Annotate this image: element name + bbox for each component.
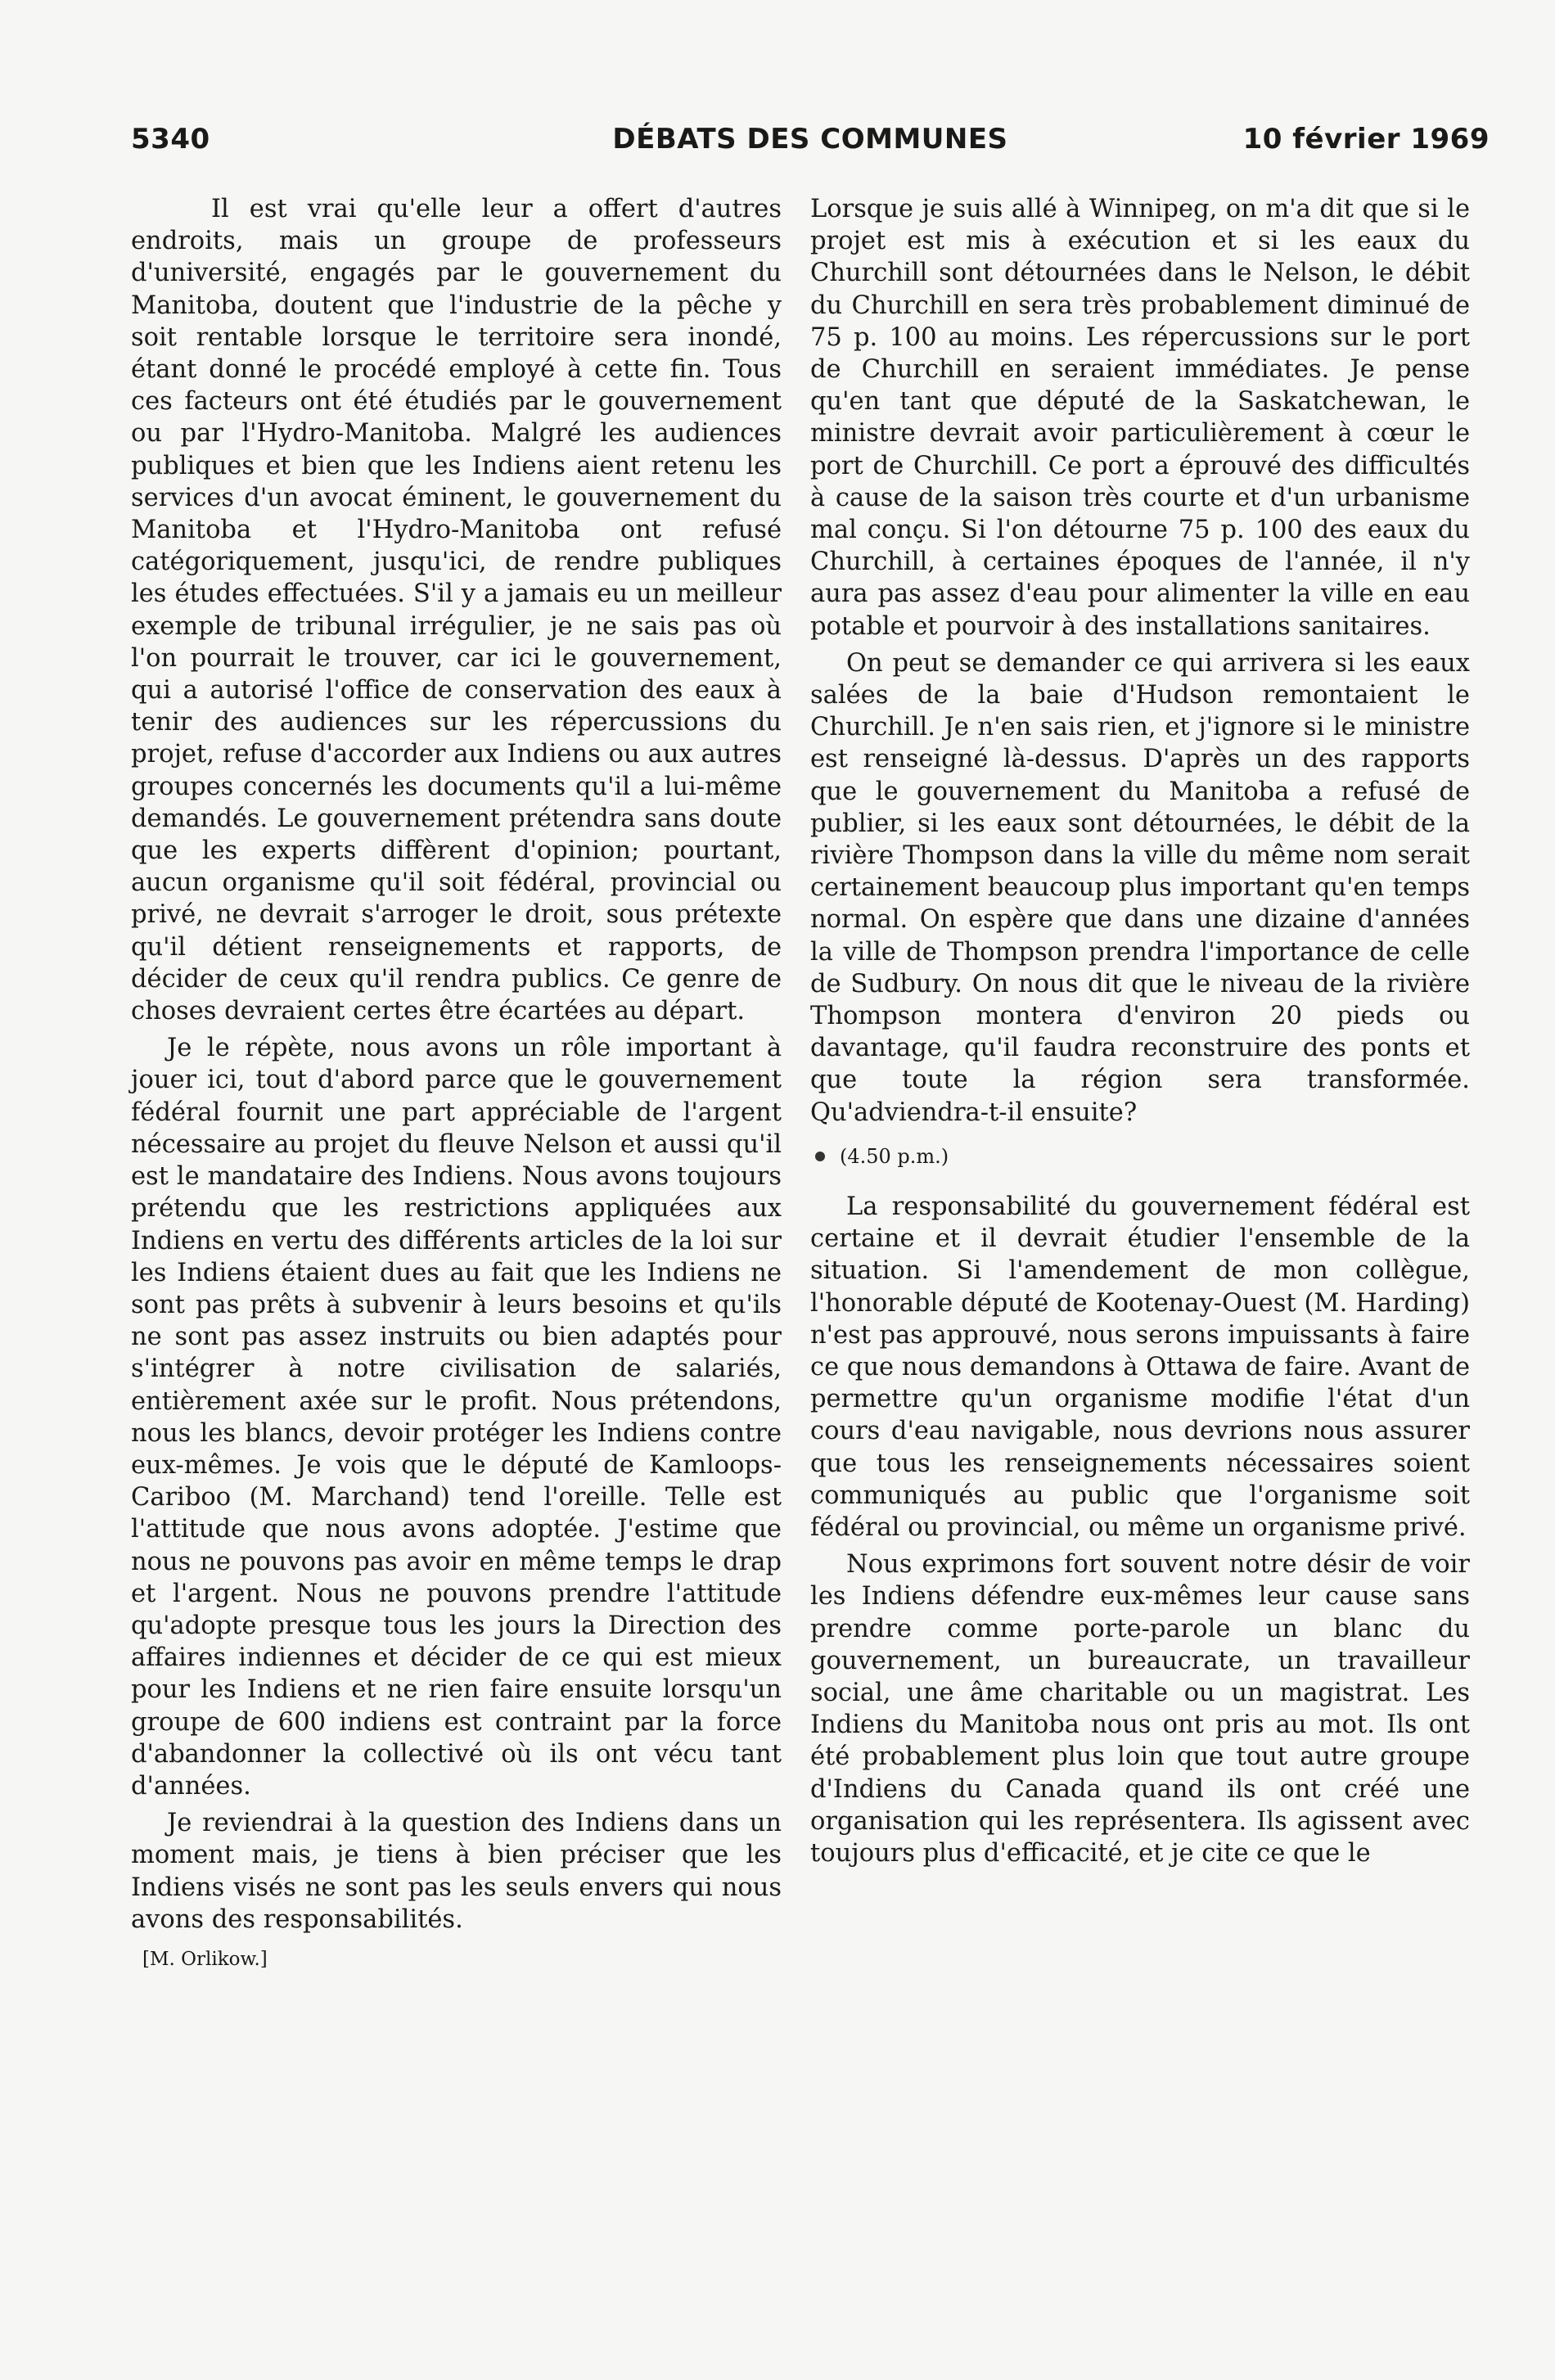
bullet-icon — [815, 1152, 825, 1161]
paragraph: On peut se demander ce qui arrivera si les eaux salées de la baie d'Hudson remontaient le Churchill. Je n'en sais rien, et j'ignore si le ministre est renseigné là-dessus. D'après un des rapports que le gouvernement du Manitoba a refusé de publier, si les eaux sont détournées, le débit de la rivière Thompson dans la ville du même nom serait certainement beaucoup plus important qu'en temps normal. On espère que dans une dizaine d'années la ville de Thompson prendra l'importance de celle de Sudbury. On nous dit que le niveau de la rivière Thompson montera d'environ 20 pieds ou davantage, qu'il faudra reconstruire des ponts et que toute la région sera transformée. Qu'adviendra-t-il ensuite? — [810, 648, 1470, 1127]
page-date: 10 février 1969 — [1242, 123, 1490, 156]
time-marker-text: (4.50 p.m.) — [840, 1144, 949, 1168]
left-column — [131, 193, 782, 1972]
right-column — [810, 193, 1470, 1874]
page-number: 5340 — [131, 123, 210, 156]
time-marker — [810, 1143, 1470, 1170]
speaker-attribution: [M. Orlikow.] — [142, 1948, 268, 1970]
page-header — [131, 123, 1490, 172]
publication-title: DÉBATS DES COMMUNES — [612, 123, 1008, 156]
paragraph: Il est vrai qu'elle leur a offert d'autres endroits, mais un groupe de professeurs d'université, engagés par le gouvernement du Manitoba, doutent que l'industrie de la pêche y soit rentable lorsque le territoire sera inondé, étant donné le procédé employé à cette fin. Tous ces facteurs ont été étudiés par le gouvernement ou par l'Hydro-Manitoba. Malgré les audiences publiques et bien que les Indiens aient retenu les services d'un avocat éminent, le gouvernement du Manitoba et l'Hydro-Manitoba ont refusé catégoriquement, jusqu'ici, de rendre publiques les études effectuées. S'il y a jamais eu un meilleur exemple de tribunal irrégulier, je ne sais pas où l'on pourrait le trouver, car ici le gouvernement, qui a autorisé l'office de conservation des eaux à tenir des audiences sur les répercussions du projet, refuse d'accorder aux Indiens ou aux autres groupes concernés les documents qu'il a lui-même demandés. Le gouvernement prétendra sans doute que les experts diffèrent d'opinion; pourtant, aucun organisme qu'il soit fédéral, provincial ou privé, ne devrait s'arroger le droit, sous prétexte qu'il détient renseignements et rapports, de décider de ceux qu'il rendra publics. Ce genre de choses devraient certes être écartées au départ. — [131, 195, 782, 1026]
paragraph: Lorsque je suis allé à Winnipeg, on m'a dit que si le projet est mis à exécution et si les eaux du Churchill sont détournées dans le Nelson, le débit du Churchill en sera très probablement diminué de 75 p. 100 au moins. Les répercussions sur le port de Churchill en seraient immédiates. Je pense qu'en tant que député de la Saskatchewan, le ministre devrait avoir particulièrement à cœur le port de Churchill. Ce port a éprouvé des difficultés à cause de la saison très courte et d'un urbanisme mal conçu. Si l'on détourne 75 p. 100 des eaux du Churchill, à certaines époques de l'année, il n'y aura pas assez d'eau pour alimenter la ville en eau potable et pourvoir à des installations sanitaires. — [810, 195, 1470, 641]
paragraph: Je reviendrai à la question des Indiens dans un moment mais, je tiens à bien préciser que les Indiens visés ne sont pas les seuls envers qui nous avons des responsabilités. — [131, 1809, 782, 1934]
paragraph: Nous exprimons fort souvent notre désir de voir les Indiens défendre eux-mêmes leur cause sans prendre comme porte-parole un blanc du gouvernement, un bureaucrate, un travailleur social, une âme charitable ou un magistrat. Les Indiens du Manitoba nous ont pris au mot. Ils ont été probablement plus loin que tout autre groupe d'Indiens du Canada quand ils ont créé une organisation qui les représentera. Ils agissent avec toujours plus d'efficacité, et je cite ce que le — [810, 1550, 1470, 1868]
paragraph: La responsabilité du gouvernement fédéral est certaine et il devrait étudier l'ensemble de la situation. Si l'amendement de mon collègue, l'honorable député de Kootenay-Ouest (M. Harding) n'est pas approuvé, nous serons impuissants à faire ce que nous demandons à Ottawa de faire. Avant de permettre qu'un organisme modifie l'état d'un cours d'eau navigable, nous devrions nous assurer que tous les renseignements nécessaires soient communiqués au public que l'organisme soit fédéral ou provincial, ou même un organisme privé. — [810, 1192, 1470, 1542]
paragraph: Je le répète, nous avons un rôle important à jouer ici, tout d'abord parce que le gouvernement fédéral fournit une part appréciable de l'argent nécessaire au projet du fleuve Nelson et aussi qu'il est le mandataire des Indiens. Nous avons toujours prétendu que les restrictions appliquées aux Indiens en vertu des différents articles de la loi sur les Indiens étaient dues au fait que les Indiens ne sont pas prêts à subvenir à leurs besoins et qu'ils ne sont pas assez instruits ou bien adaptés pour s'intégrer à notre civilisation de salariés, entièrement axée sur le profit. Nous prétendons, nous les blancs, devoir protéger les Indiens contre eux-mêmes. Je vois que le député de Kamloops-Cariboo (M. Marchand) tend l'oreille. Telle est l'attitude que nous avons adoptée. J'estime que nous ne pouvons pas avoir en même temps le drap et l'argent. Nous ne pouvons prendre l'attitude qu'adopte presque tous les jours la Direction des affaires indiennes et décider de ce qui est mieux pour les Indiens et ne rien faire ensuite lorsqu'un groupe de 600 indiens est contraint par la force d'abandonner la collectivé où ils ont vécu tant d'années. — [131, 1034, 782, 1801]
